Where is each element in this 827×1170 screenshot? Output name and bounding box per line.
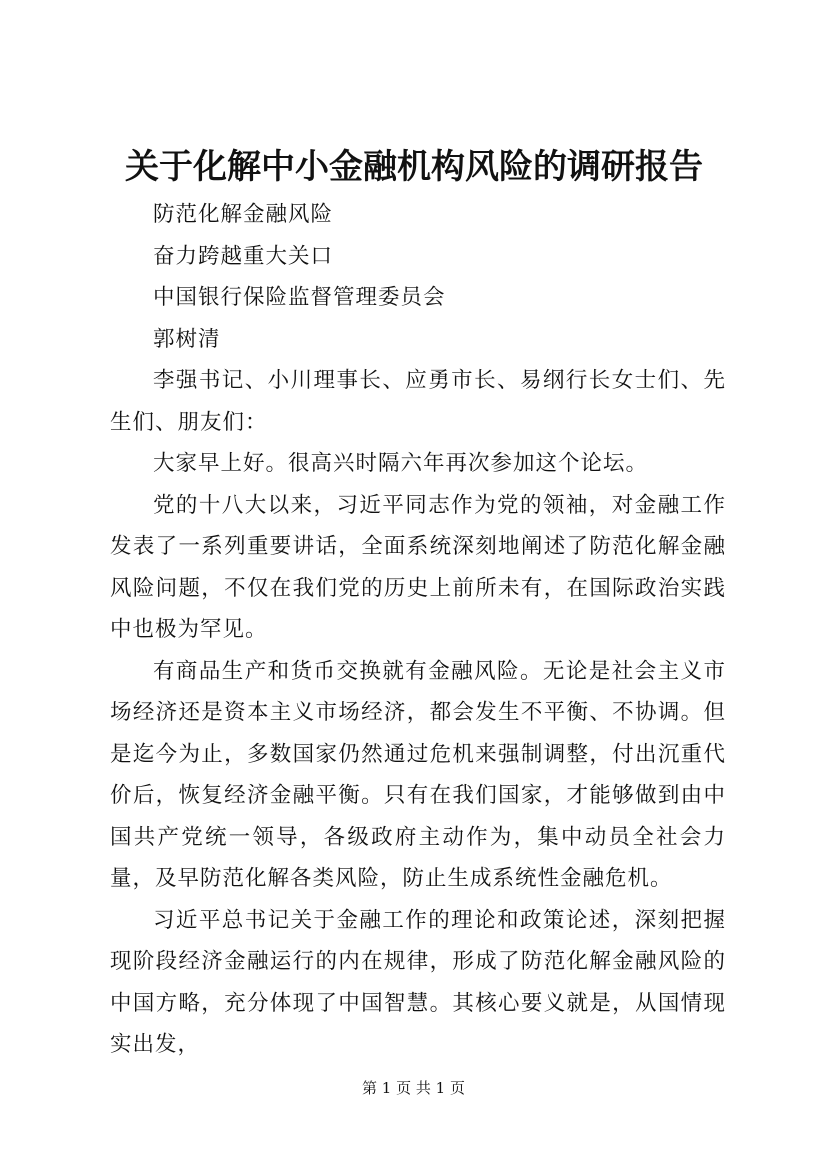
document-body: [110, 194, 726, 1066]
paragraph-salutation: 李强书记、小川理事长、应勇市长、易纲行长女士们、先生们、朋友们：: [110, 368, 726, 435]
paragraph-author: 郭树清: [153, 326, 221, 352]
paragraph-subtitle-1: 防范化解金融风险: [153, 202, 334, 227]
paragraph-body-1: 党的十八大以来，习近平同志作为党的领袖，对金融工作发表了一系列重要讲话，全面系统深刻地阐述了防范化解金融风险问题，不仅在我们党的历史上前所未有，在国际政治实践中也极为罕见。: [110, 492, 726, 642]
paragraph-subtitle-2: 奋力跨越重大关口: [153, 243, 334, 269]
page-number-footer: 第 1 页 共 1 页: [362, 1079, 465, 1097]
paragraph-body-2: 有商品生产和货币交换就有金融风险。无论是社会主义市场经济还是资本主义市场经济，都会发生不平衡、不协调。但是迄今为止，多数国家仍然通过危机来强制调整，付出沉重代价后，恢复经济金融平衡。只有在我们国家，才能够做到由中国共产党统一领导，各级政府主动作为，集中动员全社会力量，及早防范化解各类风险，防止生成系统性金融危机。: [110, 658, 726, 891]
paragraph-organization: 中国银行保险监督管理委员会: [153, 285, 446, 310]
paragraph-body-3: 习近平总书记关于金融工作的理论和政策论述，深刻把握现阶段经济金融运行的内在规律，形成了防范化解金融风险的中国方略，充分体现了中国智慧。其核心要义就是，从国情现实出发，: [110, 907, 726, 1057]
paragraph-greeting: 大家早上好。很高兴时隔六年再次参加这个论坛。: [153, 451, 649, 476]
document-title: 关于化解中小金融机构风险的调研报告: [125, 147, 703, 187]
